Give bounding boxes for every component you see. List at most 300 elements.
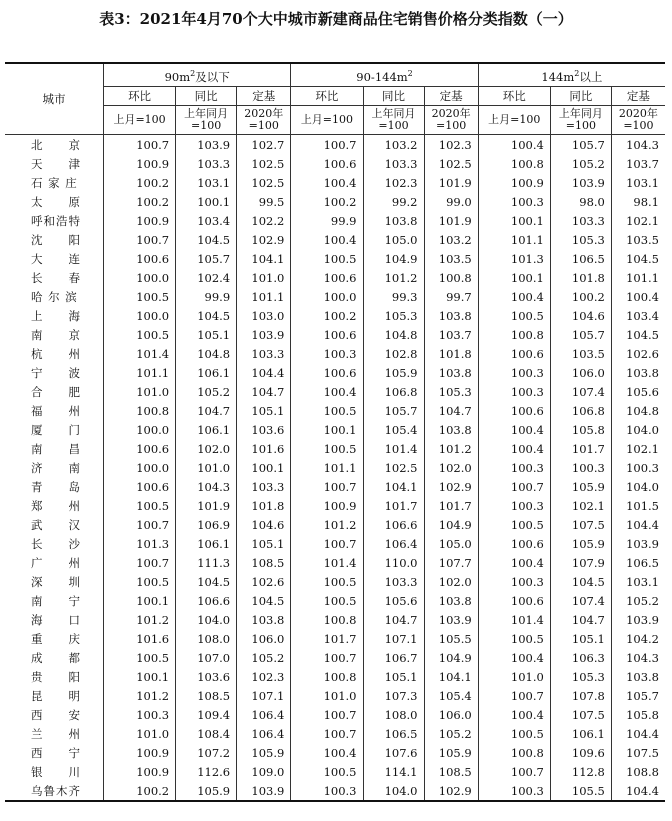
index-value-cell: 102.6 [611, 344, 665, 363]
table-row [5, 686, 665, 705]
index-value-cell: 101.8 [237, 496, 291, 515]
table-row [5, 762, 665, 781]
index-value-cell: 105.4 [363, 420, 424, 439]
index-value-cell: 106.3 [550, 648, 611, 667]
price-index-table [5, 62, 665, 802]
index-value-cell: 105.2 [550, 154, 611, 173]
index-value-cell: 105.2 [176, 382, 237, 401]
index-value-cell: 104.5 [611, 325, 665, 344]
index-value-cell: 102.1 [550, 496, 611, 515]
index-value-cell: 105.7 [363, 401, 424, 420]
index-value-cell: 100.0 [136, 308, 170, 323]
sub-header-yoy: 同比 [550, 87, 611, 106]
index-value-cell: 102.0 [176, 439, 237, 458]
index-value-cell: 100.6 [291, 325, 363, 344]
index-value-cell: 100.6 [478, 344, 550, 363]
index-value-cell: 100.6 [291, 154, 363, 173]
city-name-cell: 杭 州 [5, 344, 104, 363]
table-row [5, 705, 665, 724]
index-value-cell: 107.3 [363, 686, 424, 705]
city-name-cell: 南 宁 [5, 591, 104, 610]
index-value-cell: 101.2 [136, 612, 170, 627]
index-value-cell: 104.4 [611, 781, 665, 801]
index-value-cell: 100.2 [291, 192, 363, 211]
index-value-cell: 105.3 [550, 230, 611, 249]
index-value-cell: 106.1 [176, 363, 237, 382]
index-value-cell: 108.5 [424, 762, 478, 781]
index-value-cell: 104.9 [424, 648, 478, 667]
table-row [5, 534, 665, 553]
index-value-cell: 111.3 [176, 553, 237, 572]
group-header-small: $90m^2$及以下 [104, 63, 291, 87]
index-value-cell: 104.9 [363, 249, 424, 268]
index-value-cell: 105.9 [237, 743, 291, 762]
index-value-cell: 101.2 [136, 688, 170, 703]
index-value-cell: 103.6 [237, 420, 291, 439]
index-value-cell: 103.8 [424, 306, 478, 325]
index-value-cell: 100.8 [478, 743, 550, 762]
index-value-cell: 102.1 [611, 439, 665, 458]
unit-yoy: 上年同月 =100 [550, 106, 611, 135]
table-row [5, 591, 665, 610]
index-value-cell: 103.6 [176, 667, 237, 686]
city-name-cell: 沈 阳 [5, 230, 104, 249]
unit-yoy: 上年同月 =100 [176, 106, 237, 135]
city-name-cell: 上 海 [5, 306, 104, 325]
index-value-cell: 100.7 [136, 137, 170, 152]
city-name-cell: 昆 明 [5, 686, 104, 705]
index-value-cell: 100.2 [550, 287, 611, 306]
city-name-cell: 青 岛 [5, 477, 104, 496]
index-value-cell: 100.7 [136, 555, 170, 570]
index-value-cell: 100.3 [611, 458, 665, 477]
index-value-cell: 99.9 [176, 287, 237, 306]
index-value-cell: 100.9 [136, 764, 170, 779]
city-name-cell: 成 都 [5, 648, 104, 667]
index-value-cell: 103.4 [176, 211, 237, 230]
index-value-cell: 104.8 [611, 401, 665, 420]
index-value-cell: 100.5 [478, 515, 550, 534]
index-value-cell: 102.5 [237, 173, 291, 192]
index-value-cell: 106.1 [176, 534, 237, 553]
index-value-cell: 103.9 [237, 781, 291, 801]
table-row [5, 287, 665, 306]
index-value-cell: 107.4 [550, 382, 611, 401]
index-value-cell: 101.9 [176, 496, 237, 515]
index-value-cell: 100.3 [478, 363, 550, 382]
index-value-cell: 106.4 [237, 724, 291, 743]
unit-base: 2020年 =100 [237, 106, 291, 135]
index-value-cell: 100.7 [136, 232, 170, 247]
index-value-cell: 103.1 [611, 173, 665, 192]
unit-yoy: 上年同月 =100 [363, 106, 424, 135]
index-value-cell: 106.0 [424, 705, 478, 724]
index-value-cell: 100.5 [136, 498, 170, 513]
index-value-cell: 102.8 [363, 344, 424, 363]
index-value-cell: 101.0 [478, 667, 550, 686]
index-value-cell: 103.3 [363, 154, 424, 173]
index-value-cell: 106.7 [363, 648, 424, 667]
city-name-cell: 合 肥 [5, 382, 104, 401]
city-name-cell: 贵 阳 [5, 667, 104, 686]
index-value-cell: 101.3 [136, 536, 170, 551]
index-value-cell: 100.1 [478, 268, 550, 287]
index-value-cell: 108.0 [176, 629, 237, 648]
index-value-cell: 104.5 [550, 572, 611, 591]
index-value-cell: 102.6 [237, 572, 291, 591]
city-name-cell: 海 口 [5, 610, 104, 629]
index-value-cell: 100.3 [136, 707, 170, 722]
table-row [5, 344, 665, 363]
index-value-cell: 103.9 [237, 325, 291, 344]
index-value-cell: 103.3 [550, 211, 611, 230]
index-value-cell: 100.9 [478, 173, 550, 192]
index-value-cell: 106.1 [550, 724, 611, 743]
index-value-cell: 103.9 [176, 135, 237, 155]
table-body [5, 135, 665, 802]
sub-header-mom: 环比 [104, 87, 176, 106]
index-value-cell: 108.5 [237, 553, 291, 572]
index-value-cell: 101.6 [237, 439, 291, 458]
index-value-cell: 102.2 [237, 211, 291, 230]
index-value-cell: 100.3 [478, 192, 550, 211]
sub-header-base: 定基 [237, 87, 291, 106]
unit-base: 2020年 =100 [611, 106, 665, 135]
city-name-cell: 济 南 [5, 458, 104, 477]
index-value-cell: 100.5 [291, 762, 363, 781]
city-name-cell: 西 宁 [5, 743, 104, 762]
city-name-cell: 郑 州 [5, 496, 104, 515]
index-value-cell: 101.3 [478, 249, 550, 268]
index-value-cell: 100.8 [424, 268, 478, 287]
index-value-cell: 102.3 [363, 173, 424, 192]
index-value-cell: 104.0 [611, 477, 665, 496]
index-value-cell: 112.8 [550, 762, 611, 781]
table-row [5, 629, 665, 648]
index-value-cell: 109.0 [237, 762, 291, 781]
index-value-cell: 101.4 [478, 610, 550, 629]
index-value-cell: 100.0 [136, 460, 170, 475]
index-value-cell: 105.6 [611, 382, 665, 401]
table-row [5, 515, 665, 534]
index-value-cell: 104.8 [176, 344, 237, 363]
index-value-cell: 105.9 [363, 363, 424, 382]
index-value-cell: 103.1 [611, 572, 665, 591]
index-value-cell: 107.4 [550, 591, 611, 610]
index-value-cell: 102.3 [237, 667, 291, 686]
index-value-cell: 100.1 [136, 669, 170, 684]
table-row [5, 439, 665, 458]
city-name-cell: 武 汉 [5, 515, 104, 534]
table-row [5, 667, 665, 686]
index-value-cell: 101.7 [291, 629, 363, 648]
table-row [5, 477, 665, 496]
index-value-cell: 103.3 [176, 154, 237, 173]
index-value-cell: 103.8 [363, 211, 424, 230]
index-value-cell: 105.3 [363, 306, 424, 325]
city-name-cell: 重 庆 [5, 629, 104, 648]
index-value-cell: 101.0 [136, 384, 170, 399]
sub-header-row [5, 87, 665, 106]
table-row [5, 211, 665, 230]
index-value-cell: 101.8 [550, 268, 611, 287]
index-value-cell: 104.7 [363, 610, 424, 629]
index-value-cell: 99.7 [424, 287, 478, 306]
index-value-cell: 103.8 [611, 667, 665, 686]
index-value-cell: 105.0 [363, 230, 424, 249]
index-value-cell: 106.0 [237, 629, 291, 648]
index-value-cell: 100.4 [291, 743, 363, 762]
index-value-cell: 100.7 [291, 477, 363, 496]
index-value-cell: 102.7 [237, 135, 291, 155]
index-value-cell: 107.5 [550, 515, 611, 534]
city-name-cell: 宁 波 [5, 363, 104, 382]
index-value-cell: 104.3 [611, 648, 665, 667]
index-value-cell: 103.9 [611, 534, 665, 553]
index-value-cell: 101.1 [136, 365, 170, 380]
index-value-cell: 101.1 [291, 458, 363, 477]
group-header-medium: $90-144m^2$ [291, 63, 478, 87]
index-value-cell: 101.0 [237, 268, 291, 287]
index-value-cell: 100.9 [291, 496, 363, 515]
index-value-cell: 103.8 [237, 610, 291, 629]
index-value-cell: 101.8 [424, 344, 478, 363]
index-value-cell: 103.2 [363, 135, 424, 155]
index-value-cell: 103.8 [611, 363, 665, 382]
index-value-cell: 101.1 [478, 230, 550, 249]
index-value-cell: 103.7 [424, 325, 478, 344]
index-value-cell: 100.7 [136, 517, 170, 532]
index-value-cell: 105.6 [363, 591, 424, 610]
index-value-cell: 99.0 [424, 192, 478, 211]
table-row [5, 458, 665, 477]
index-value-cell: 100.3 [291, 781, 363, 801]
page-title: 表3：2021年4月70个大中城市新建商品住宅销售价格分类指数（一） [99, 10, 573, 28]
index-value-cell: 100.8 [478, 325, 550, 344]
table-row [5, 553, 665, 572]
index-value-cell: 107.0 [176, 648, 237, 667]
index-value-cell: 100.2 [136, 194, 170, 209]
index-value-cell: 103.8 [424, 363, 478, 382]
index-value-cell: 104.1 [363, 477, 424, 496]
index-value-cell: 105.2 [611, 591, 665, 610]
index-value-cell: 99.9 [291, 211, 363, 230]
index-value-cell: 102.1 [611, 211, 665, 230]
index-value-cell: 100.0 [291, 287, 363, 306]
city-name-cell: 大 连 [5, 249, 104, 268]
unit-mom: 上月=100 [478, 106, 550, 135]
city-name-cell: 银 川 [5, 762, 104, 781]
index-value-cell: 104.9 [424, 515, 478, 534]
index-value-cell: 100.5 [136, 650, 170, 665]
unit-mom: 上月=100 [291, 106, 363, 135]
index-value-cell: 104.5 [176, 306, 237, 325]
table-row [5, 249, 665, 268]
index-value-cell: 100.1 [478, 211, 550, 230]
sub-header-mom: 环比 [291, 87, 363, 106]
index-value-cell: 102.5 [363, 458, 424, 477]
index-value-cell: 100.7 [291, 534, 363, 553]
index-value-cell: 106.8 [363, 382, 424, 401]
index-value-cell: 102.9 [424, 781, 478, 801]
index-value-cell: 100.2 [104, 781, 176, 801]
index-value-cell: 105.3 [424, 382, 478, 401]
index-value-cell: 99.5 [237, 192, 291, 211]
index-value-cell: 101.0 [291, 686, 363, 705]
index-value-cell: 100.8 [136, 403, 170, 418]
sub-header-yoy: 同比 [363, 87, 424, 106]
index-value-cell: 100.6 [478, 591, 550, 610]
index-value-cell: 103.1 [176, 173, 237, 192]
index-value-cell: 100.1 [176, 192, 237, 211]
index-value-cell: 99.2 [363, 192, 424, 211]
index-value-cell: 102.0 [424, 572, 478, 591]
city-name-cell: 广 州 [5, 553, 104, 572]
index-value-cell: 100.3 [478, 382, 550, 401]
index-value-cell: 100.5 [291, 591, 363, 610]
index-value-cell: 108.0 [363, 705, 424, 724]
index-value-cell: 100.6 [291, 363, 363, 382]
index-value-cell: 105.7 [611, 686, 665, 705]
index-value-cell: 101.7 [363, 496, 424, 515]
index-value-cell: 104.6 [237, 515, 291, 534]
city-name-cell: 南 昌 [5, 439, 104, 458]
index-value-cell: 104.5 [237, 591, 291, 610]
index-value-cell: 110.0 [363, 553, 424, 572]
index-value-cell: 100.5 [291, 249, 363, 268]
table-row [5, 306, 665, 325]
index-value-cell: 102.9 [237, 230, 291, 249]
index-value-cell: 108.5 [176, 686, 237, 705]
table-row [5, 743, 665, 762]
index-value-cell: 105.2 [424, 724, 478, 743]
index-value-cell: 105.4 [424, 686, 478, 705]
city-name-cell: 长 沙 [5, 534, 104, 553]
index-value-cell: 100.3 [478, 781, 550, 801]
index-value-cell: 101.2 [291, 515, 363, 534]
city-name-cell: 西 安 [5, 705, 104, 724]
index-value-cell: 101.2 [363, 268, 424, 287]
index-value-cell: 104.4 [237, 363, 291, 382]
index-value-cell: 101.4 [363, 439, 424, 458]
index-value-cell: 100.4 [478, 420, 550, 439]
index-value-cell: 105.7 [176, 249, 237, 268]
index-value-cell: 104.4 [611, 724, 665, 743]
index-value-cell: 104.4 [611, 515, 665, 534]
index-value-cell: 101.0 [136, 726, 170, 741]
index-value-cell: 100.8 [291, 610, 363, 629]
index-value-cell: 106.5 [550, 249, 611, 268]
city-name-cell: 兰 州 [5, 724, 104, 743]
index-value-cell: 101.2 [424, 439, 478, 458]
index-value-cell: 104.3 [176, 477, 237, 496]
index-value-cell: 107.1 [363, 629, 424, 648]
index-value-cell: 103.3 [363, 572, 424, 591]
index-value-cell: 107.6 [363, 743, 424, 762]
index-value-cell: 102.3 [424, 135, 478, 155]
index-value-cell: 107.5 [611, 743, 665, 762]
table-row [5, 496, 665, 515]
table-row [5, 173, 665, 192]
unit-header-row [5, 106, 665, 135]
index-value-cell: 105.0 [424, 534, 478, 553]
index-value-cell: 105.1 [550, 629, 611, 648]
city-name-cell: 太 原 [5, 192, 104, 211]
index-value-cell: 100.9 [136, 745, 170, 760]
index-value-cell: 104.5 [176, 230, 237, 249]
table-row [5, 610, 665, 629]
index-value-cell: 105.8 [550, 420, 611, 439]
table-row [5, 154, 665, 173]
index-value-cell: 104.1 [424, 667, 478, 686]
table-row [5, 135, 665, 155]
index-value-cell: 100.7 [291, 135, 363, 155]
index-value-cell: 100.9 [136, 213, 170, 228]
sub-header-base: 定基 [424, 87, 478, 106]
index-value-cell: 100.3 [478, 458, 550, 477]
index-value-cell: 103.8 [424, 420, 478, 439]
index-value-cell: 108.4 [176, 724, 237, 743]
index-value-cell: 101.4 [136, 346, 170, 361]
index-value-cell: 100.4 [478, 135, 550, 155]
index-value-cell: 100.6 [136, 441, 170, 456]
index-value-cell: 105.1 [237, 534, 291, 553]
index-value-cell: 100.5 [136, 574, 170, 589]
group-header-large: $144m^2$以上 [478, 63, 665, 87]
index-value-cell: 100.8 [478, 154, 550, 173]
index-value-cell: 106.4 [363, 534, 424, 553]
table-row [5, 724, 665, 743]
index-value-cell: 104.3 [611, 135, 665, 155]
sub-header-mom: 环比 [478, 87, 550, 106]
index-value-cell: 100.2 [136, 175, 170, 190]
index-value-cell: 105.8 [611, 705, 665, 724]
city-name-cell: 呼和浩特 [5, 211, 104, 230]
index-value-cell: 100.5 [291, 572, 363, 591]
index-value-cell: 100.6 [478, 401, 550, 420]
index-value-cell: 107.1 [237, 686, 291, 705]
index-value-cell: 100.4 [478, 648, 550, 667]
index-value-cell: 100.4 [478, 705, 550, 724]
index-value-cell: 101.9 [424, 173, 478, 192]
index-value-cell: 100.3 [550, 458, 611, 477]
city-name-cell: 福 州 [5, 401, 104, 420]
index-value-cell: 106.1 [176, 420, 237, 439]
index-value-cell: 106.5 [611, 553, 665, 572]
index-value-cell: 100.8 [291, 667, 363, 686]
index-value-cell: 102.5 [237, 154, 291, 173]
index-value-cell: 100.0 [136, 270, 170, 285]
index-value-cell: 101.1 [611, 268, 665, 287]
index-value-cell: 114.1 [363, 762, 424, 781]
index-value-cell: 100.7 [291, 724, 363, 743]
index-value-cell: 103.2 [424, 230, 478, 249]
index-value-cell: 100.4 [291, 230, 363, 249]
index-value-cell: 100.1 [237, 458, 291, 477]
index-value-cell: 101.5 [611, 496, 665, 515]
index-value-cell: 101.0 [176, 458, 237, 477]
index-value-cell: 100.4 [478, 553, 550, 572]
table-row [5, 382, 665, 401]
table-row [5, 268, 665, 287]
index-value-cell: 104.6 [550, 306, 611, 325]
index-value-cell: 101.4 [291, 553, 363, 572]
index-value-cell: 100.6 [136, 479, 170, 494]
index-value-cell: 103.4 [611, 306, 665, 325]
index-value-cell: 101.7 [550, 439, 611, 458]
index-value-cell: 103.5 [424, 249, 478, 268]
index-value-cell: 105.5 [424, 629, 478, 648]
